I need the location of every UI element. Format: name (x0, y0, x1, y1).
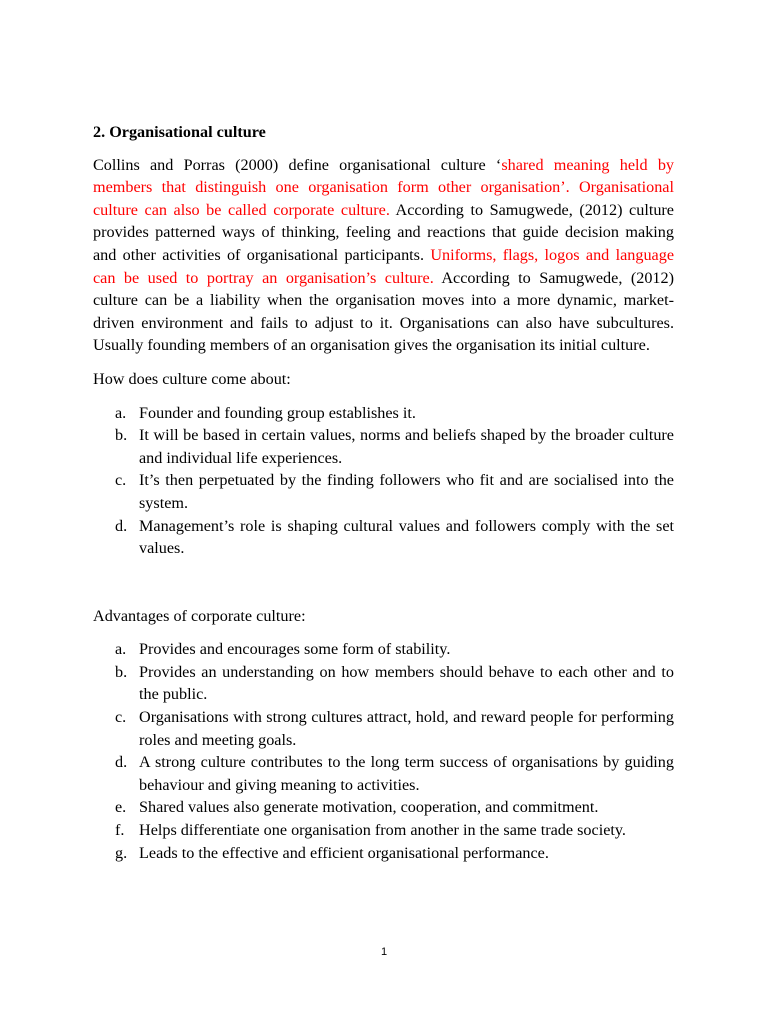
intro-paragraph (93, 154, 674, 357)
list-marker: a. (115, 640, 127, 659)
how-list (93, 402, 674, 560)
list-item-text: Shared values also generate motivation, cooperation, and commitment. (139, 798, 599, 817)
list-item-text: Leads to the effective and efficient organisational performance. (139, 843, 549, 862)
advantages-heading: Advantages of corporate culture: (93, 606, 306, 625)
list-item-text: Provides and encourages some form of stability. (139, 640, 451, 659)
intro-text-1: Collins and Porras (2000) define organisational culture ‘ (93, 155, 502, 174)
list-item-text: Management’s role is shaping cultural values and followers comply with the set values. (139, 516, 674, 558)
list-item (93, 638, 674, 661)
page-number: 1 (380, 946, 388, 958)
list-item-text: It will be based in certain values, norms and beliefs shaped by the broader culture and individual life experiences. (139, 426, 674, 467)
list-marker: d. (115, 753, 128, 772)
list-marker: e. (115, 798, 127, 817)
list-item (93, 842, 674, 865)
list-item (93, 819, 674, 842)
document-body (93, 121, 674, 864)
list-item-text: Helps differentiate one organisation from another in the same trade society. (139, 821, 626, 840)
list-item (93, 515, 674, 560)
list-item (93, 751, 674, 796)
list-marker: b. (115, 426, 128, 445)
intro-highlight-2: Uniforms, flags, logos and language can be used to portray an organisation’s culture. (93, 245, 675, 287)
list-marker: c. (115, 471, 127, 490)
list-item (93, 469, 674, 514)
list-item (93, 424, 674, 469)
list-marker: f. (115, 821, 125, 840)
list-marker: a. (115, 403, 127, 422)
list-item (93, 661, 674, 706)
list-marker: c. (115, 708, 127, 727)
list-item-text: A strong culture contributes to the long term success of organisations by guiding behaviour and giving meaning to activities. (139, 753, 674, 794)
section-heading: 2. Organisational culture (93, 123, 266, 141)
list-item (93, 706, 674, 751)
list-marker: b. (115, 662, 128, 681)
intro-text-3: According to Samugwede, (2012) culture can be a liability when the organisation moves into a more dynamic, market-driven environment and fails to adjust to it. Organisations can also have subcultures. Usually founding members of an organisation gives the organisation its initial culture. (93, 268, 674, 355)
list-item (93, 796, 674, 819)
section-spacer (93, 560, 674, 605)
intro-highlight-1: shared meaning held by members that distinguish one organisation form other organisation’. Organisational culture can also be called corporate culture. (93, 155, 675, 219)
list-item (93, 402, 674, 425)
list-item-text: It’s then perpetuated by the finding followers who fit and are socialised into the system. (139, 471, 674, 512)
list-marker: g. (115, 843, 128, 862)
list-item-text: Founder and founding group establishes it. (139, 403, 416, 422)
list-item-text: Organisations with strong cultures attract, hold, and reward people for performing roles and meeting goals. (139, 708, 674, 749)
list-marker: d. (115, 516, 128, 535)
advantages-list (93, 638, 674, 864)
intro-text-2: According to Samugwede, (2012) culture provides patterned ways of thinking, feeling and reactions that guide decision making and other activities of organisational participants. (93, 200, 674, 264)
list-item-text: Provides an understanding on how members should behave to each other and to the public. (139, 662, 674, 704)
how-heading: How does culture come about: (93, 369, 291, 388)
